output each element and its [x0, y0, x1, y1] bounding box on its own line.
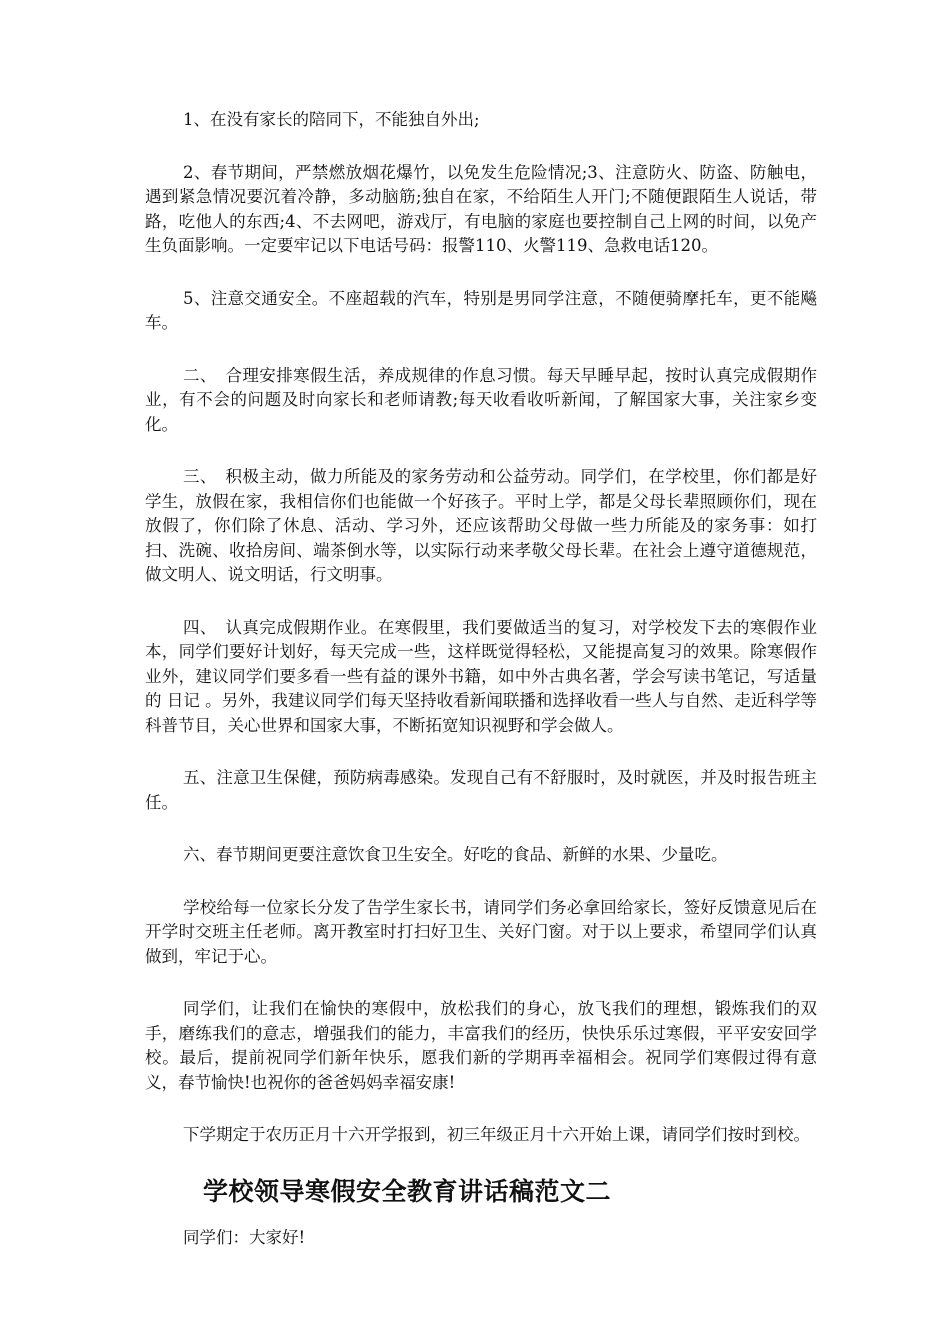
section-heading: 学校领导寒假安全教育讲话稿范文二 [203, 1176, 612, 1206]
paragraph-section-5: 五、注意卫生保健，预防病毒感染。发现自己有不舒服时，及时就医，并及时报告班主任。 [145, 768, 817, 812]
paragraph-rule-2-4: 2、春节期间，严禁燃放烟花爆竹，以免发生危险情况;3、注意防火、防盗、防触电，遇到紧急情况要沉着冷静，多动脑筋;独自在家，不给陌生人开门;不随便跟陌生人说话，带路，吃他人的东西;4、不去网吧，游戏厅，有电脑的家庭也要控制自己上网的时间，以免产生负面影响。一定要牢记以下电话号码：报警110、火警119、急救电话120。 [145, 162, 817, 255]
paragraph-rule-5: 5、注意交通安全。不座超载的汽车，特别是男同学注意，不随便骑摩托车，更不能飚车。 [145, 288, 817, 332]
greeting-line: 同学们：大家好! [183, 1227, 306, 1247]
document-page [145, 108, 817, 1250]
paragraph-section-3: 三、 积极主动，做力所能及的家务劳动和公益劳动。同学们，在学校里，你们都是好学生，放假在家，我相信你们也能做一个好孩子。平时上学，都是父母长辈照顾你们，现在放假了，你们除了休息、活动、学习外，还应该帮助父母做一些力所能及的家务事：如打扫、洗碗、收拾房间、端茶倒水等，以实际行动来孝敬父母长辈。在社会上遵守道德规范，做文明人、说文明话，行文明事。 [145, 467, 817, 584]
paragraph-school-start: 下学期定于农历正月十六开学报到，初三年级正月十六开始上课，请同学们按时到校。 [183, 1125, 810, 1144]
paragraph-rule-1: 1、在没有家长的陪同下，不能独自外出; [183, 110, 480, 129]
paragraph-closing-wishes: 同学们，让我们在愉快的寒假中，放松我们的身心，放飞我们的理想，锻炼我们的双手，磨练我们的意志，增强我们的能力，丰富我们的经历，快快乐乐过寒假，平平安安回学校。最后，提前祝同学们新年快乐，愿我们新的学期再幸福相会。祝同学们寒假过得有意义，春节愉快!也祝你的爸爸妈妈幸福安康! [145, 999, 817, 1092]
paragraph-parent-letter: 学校给每一位家长分发了告学生家长书，请同学们务必拿回给家长，签好反馈意见后在开学时交班主任老师。离开教室时打扫好卫生、关好门窗。对于以上要求，希望同学们认真做到，牢记于心。 [145, 897, 817, 966]
paragraph-section-6: 六、春节期间更要注意饮食卫生安全。好吃的食品、新鲜的水果、少量吃。 [183, 845, 728, 864]
paragraph-section-4: 四、 认真完成假期作业。在寒假里，我们要做适当的复习，对学校发下去的寒假作业本，同学们要好计划好，每天完成一些，这样既觉得轻松，又能提高复习的效果。除寒假作业外，建议同学们要多看一些有益的课外书籍，如中外古典名著，学会写读书笔记，写适量的 日记 。另外，我建议同学们每天坚持收看新闻联播和选择收看一些人与自然、走近科学等科普节目，关心世界和国家大事，不断拓宽知识视野和学会做人。 [145, 617, 817, 735]
paragraph-section-2: 二、 合理安排寒假生活，养成规律的作息习惯。每天早睡早起，按时认真完成假期作业，有不会的问题及时向家长和老师请教;每天收看收听新闻，了解国家大事，关注家乡变化。 [145, 365, 817, 434]
